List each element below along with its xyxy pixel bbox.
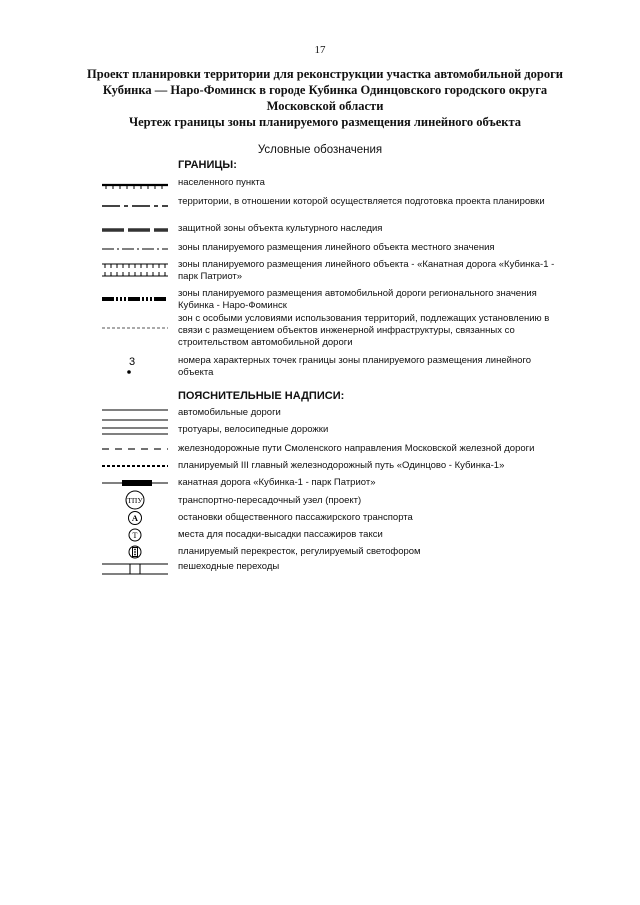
bus-stop-icon bbox=[100, 510, 170, 528]
planned-railway-symbol bbox=[100, 460, 170, 478]
taxi-icon bbox=[100, 527, 170, 545]
legend-label: номера характерных точек границы зоны планируемого размещения линейного объекта bbox=[178, 355, 532, 378]
legend-label: защитной зоны объекта культурного наследия bbox=[178, 223, 383, 234]
special-conditions-zone-symbol bbox=[100, 321, 170, 339]
pedestrian-crossing-symbol bbox=[100, 560, 170, 578]
legend-label: автомобильные дороги bbox=[178, 407, 281, 418]
legend-label: зоны планируемого размещения линейного объекта местного значения bbox=[178, 242, 495, 253]
legend-label: места для посадки-высадки пассажиров такси bbox=[178, 529, 383, 540]
railway-symbol bbox=[100, 443, 170, 461]
planning-territory-boundary-symbol bbox=[100, 199, 170, 217]
legend-label: зоны планируемого размещения линейного объекта - «Канатная дорога «Кубинка-1 - парк Патриот» bbox=[178, 259, 555, 282]
legend-label: населенного пункта bbox=[178, 177, 265, 188]
tpu-icon bbox=[100, 490, 170, 510]
title-line: Московской области bbox=[266, 99, 384, 113]
notes-heading: ПОЯСНИТЕЛЬНЫЕ НАДПИСИ: bbox=[178, 390, 345, 402]
legend-label: транспортно-пересадочный узел (проект) bbox=[178, 495, 362, 506]
title-line: Проект планировки территории для реконструкции участка автомобильной дороги bbox=[87, 67, 563, 81]
legend-label: тротуары, велосипедные дорожки bbox=[178, 424, 329, 435]
legend-label: территории, в отношении которой осуществляется подготовка проекта планировки bbox=[178, 196, 545, 207]
regional-road-zone-symbol bbox=[100, 292, 170, 310]
boundary-point-symbol bbox=[100, 355, 170, 381]
heritage-zone-boundary-symbol bbox=[100, 223, 170, 241]
taxi-label: Т bbox=[132, 531, 138, 540]
tpu-label: ТПУ bbox=[127, 496, 143, 505]
legend-label: зон с особыми условиями использования территорий, подлежащих установлению в связи с размещением объектов инженерной инфраструктуры, связанных со строительством автомобильной дороги bbox=[178, 313, 550, 348]
title-line: Кубинка — Наро-Фоминск в городе Кубинка Одинцовского городского округа bbox=[102, 83, 548, 97]
legend-label: зоны планируемого размещения автомобильной дороги регионального значения Кубинка - Наро-Фоминск bbox=[178, 288, 537, 311]
boundary-point-number: 3 bbox=[129, 356, 136, 368]
bus-stop-label: А bbox=[131, 513, 139, 523]
roads-symbol bbox=[100, 407, 170, 425]
boundaries-heading: ГРАНИЦЫ: bbox=[178, 159, 237, 171]
document-title bbox=[40, 66, 610, 130]
legend-label: пешеходные переходы bbox=[178, 561, 280, 572]
legend-label: планируемый III главный железнодорожный путь «Одинцово - Кубинка-1» bbox=[178, 460, 505, 471]
legend-label: канатная дорога «Кубинка-1 - парк Патриот» bbox=[178, 477, 376, 488]
title-line: Чертеж границы зоны планируемого размещения линейного объекта bbox=[128, 115, 522, 129]
sidewalks-symbol bbox=[100, 424, 170, 442]
cable-car-zone-symbol bbox=[100, 259, 170, 281]
page-number: 17 bbox=[314, 44, 326, 56]
legend-label: остановки общественного пассажирского транспорта bbox=[178, 512, 413, 523]
legend-label: планируемый перекресток, регулируемый светофором bbox=[178, 546, 421, 557]
legend-label: железнодорожные пути Смоленского направления Московской железной дороги bbox=[178, 443, 535, 454]
settlement-boundary-symbol bbox=[100, 177, 170, 195]
local-linear-object-zone-symbol bbox=[100, 242, 170, 260]
legend-title: Условные обозначения bbox=[257, 144, 383, 156]
